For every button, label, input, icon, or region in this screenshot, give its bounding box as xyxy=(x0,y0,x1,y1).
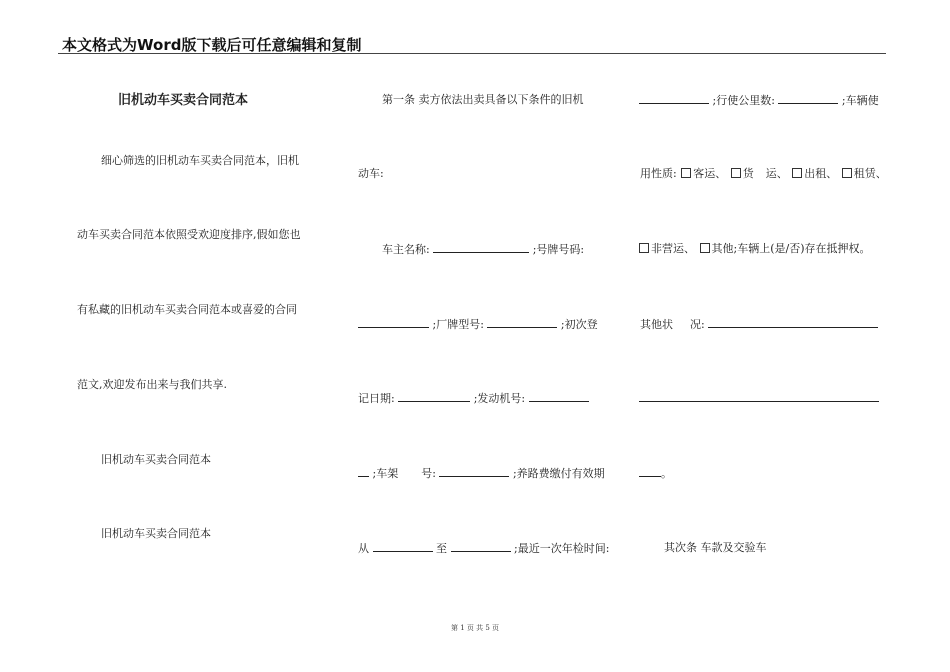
intro-line-1: 细心筛选的旧机动车买卖合同范本，旧机 xyxy=(101,154,299,167)
other-condition-field[interactable] xyxy=(708,317,878,328)
usage-type-label: 用性质: xyxy=(640,167,677,180)
header-divider xyxy=(58,53,886,54)
rental-option: 出租、 xyxy=(804,167,838,180)
brand-model-field[interactable] xyxy=(487,317,557,328)
usage-type-line xyxy=(640,167,887,181)
plate-number-label: ;号牌号码: xyxy=(532,243,585,256)
related-link-2[interactable]: 旧机动车买卖合同范本 xyxy=(101,527,211,540)
frame-number-label: 号: xyxy=(421,467,436,480)
brand-model-line xyxy=(358,317,598,332)
plate-number-field[interactable] xyxy=(358,317,429,328)
other-condition-line-3 xyxy=(639,466,672,481)
lease-checkbox[interactable] xyxy=(842,168,852,178)
road-fee-label: ;养路费缴付有效期 xyxy=(512,467,605,480)
owner-name-label: 车主名称: xyxy=(382,243,430,256)
owner-plate-line xyxy=(382,242,584,257)
usage-label-start: ;车辆使 xyxy=(841,94,879,107)
engine-number-field[interactable] xyxy=(529,391,589,402)
usage-type-line-2 xyxy=(639,242,871,256)
passenger-checkbox[interactable] xyxy=(681,168,691,178)
freight-option-a: 货 xyxy=(742,167,754,180)
registration-date-field[interactable] xyxy=(398,391,470,402)
registration-engine-line xyxy=(358,391,589,406)
validity-from-field[interactable] xyxy=(373,541,433,552)
other-condition-line xyxy=(640,317,878,332)
non-operating-checkbox[interactable] xyxy=(639,243,649,253)
period-mark: 。 xyxy=(661,467,672,480)
engine-number-field-cont[interactable] xyxy=(358,466,369,477)
non-operating-option: 非营运、 xyxy=(651,242,695,255)
intro-line-4: 范文,欢迎发布出来与我们共享. xyxy=(77,378,227,391)
contract-title: 旧机动车买卖合同范本 xyxy=(118,93,249,108)
other-condition-label-a: 其他状 xyxy=(640,318,673,331)
mileage-line xyxy=(639,93,879,108)
other-condition-line-2 xyxy=(639,391,879,406)
mileage-label: ;行使公里数: xyxy=(712,94,775,107)
mileage-field[interactable] xyxy=(778,93,838,104)
frame-road-fee-line xyxy=(358,466,605,481)
inspection-date-field[interactable] xyxy=(639,93,709,104)
other-condition-label-b: 况: xyxy=(690,318,705,331)
engine-number-label: ;发动机号: xyxy=(473,392,526,405)
passenger-option: 客运、 xyxy=(693,167,727,180)
freight-checkbox[interactable] xyxy=(731,168,741,178)
rental-checkbox[interactable] xyxy=(792,168,802,178)
inspection-date-label: ;最近一次年检时间: xyxy=(514,542,610,555)
validity-to-field[interactable] xyxy=(451,541,511,552)
owner-name-field[interactable] xyxy=(433,242,529,253)
from-label: 从 xyxy=(358,542,369,555)
related-link-1[interactable]: 旧机动车买卖合同范本 xyxy=(101,453,211,466)
frame-number-field[interactable] xyxy=(439,466,509,477)
other-condition-field-3[interactable] xyxy=(639,466,661,477)
validity-inspection-line xyxy=(358,541,609,556)
registration-date-label: 记日期: xyxy=(358,392,395,405)
page-number: 第 1 页 共 5 页 xyxy=(450,624,500,632)
other-condition-field-2[interactable] xyxy=(639,391,879,402)
brand-model-label: ;厂牌型号: xyxy=(432,318,484,331)
first-registration-label: ;初次登 xyxy=(560,318,598,331)
article-1-heading: 第一条 卖方依法出卖具备以下条件的旧机 xyxy=(382,93,584,106)
other-checkbox[interactable] xyxy=(700,243,710,253)
to-label: 至 xyxy=(436,542,447,555)
lease-option: 租赁、 xyxy=(853,167,887,180)
document-header: 本文格式为Word版下载后可任意编辑和复制 xyxy=(62,36,362,54)
other-option-mortgage: 其他;车辆上(是/否)存在抵押权。 xyxy=(711,242,871,255)
vehicle-label: 动车: xyxy=(358,167,384,180)
freight-option-b: 运、 xyxy=(765,167,788,180)
intro-line-2: 动车买卖合同范本依照受欢迎度排序,假如您也 xyxy=(77,228,301,241)
intro-line-3: 有私藏的旧机动车买卖合同范本或喜爱的合同 xyxy=(77,303,297,316)
frame-label: ;车架 xyxy=(372,467,399,480)
article-2-heading: 其次条 车款及交验车 xyxy=(664,541,767,554)
